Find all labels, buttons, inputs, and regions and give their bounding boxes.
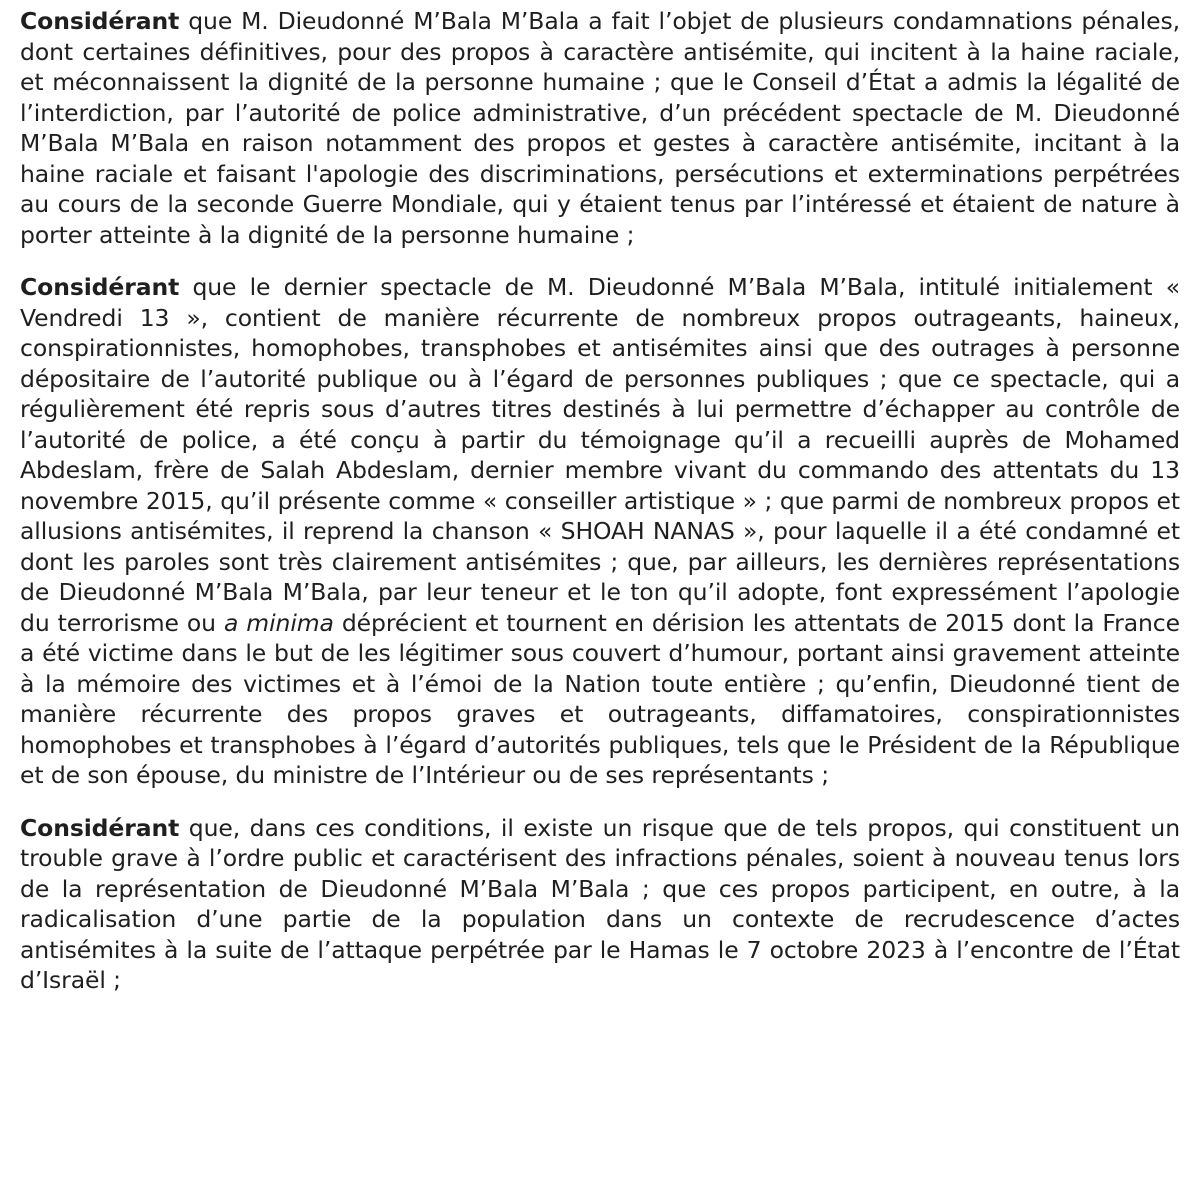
paragraph-3-lead: Considérant [20, 813, 180, 842]
document-page [20, 6, 1180, 996]
paragraph-3-text: que, dans ces conditions, il existe un risque que de tels propos, qui constituent un trouble grave à l’ordre public et caractérisent des infractions pénales, soient à nouveau tenus lors de la représentation de Dieudonné M’Bala M’Bala ; que ces propos participent, en outre, à la radicalisation d’une partie de la population dans un contexte de recrudescence d’actes antisémites à la suite de l’attaque perpétrée par le Hamas le 7 octobre 2023 à l’encontre de l’État d’Israël ; [20, 813, 1180, 994]
paragraph-1 [20, 6, 1180, 250]
paragraph-2-text-part-1: que le dernier spectacle de M. Dieudonné M’Bala M’Bala, intitulé initialement « Vendredi 13 », contient de manière récurrente de nombreux propos outrageants, haineux, conspirationnistes, homophobes, transphobes et antisémites ainsi que des outrages à personne dépositaire de l’autorité publique ou à l’égard de personnes publiques ; que ce spectacle, qui a régulièrement été repris sous d’autres titres destinés à lui permettre d’échapper au contrôle de l’autorité de police, a été conçu à partir du témoignage qu’il a recueilli auprès de Mohamed Abdeslam, frère de Salah Abdeslam, dernier membre vivant du commando des attentats du 13 novembre 2015, qu’il présente comme « conseiller artistique » ; que parmi de nombreux propos et allusions antisémites, il reprend la chanson « SHOAH NANAS », pour laquelle il a été condamné et dont les paroles sont très clairement antisémites ; que, par ailleurs, les dernières représentations de Dieudonné M’Bala M’Bala, par leur teneur et le ton qu’il adopte, font expressément l’apologie du terrorisme ou [20, 273, 1180, 637]
paragraph-2 [20, 272, 1180, 791]
paragraph-2-lead: Considérant [20, 273, 180, 301]
paragraph-2-italic-phrase: a minima [223, 608, 334, 637]
paragraph-1-text: que M. Dieudonné M’Bala M’Bala a fait l’objet de plusieurs condamnations pénales, dont certaines définitives, pour des propos à caractère antisémite, qui incitent à la haine raciale, et méconnaissent la dignité de la personne humaine ; que le Conseil d’État a admis la légalité de l’interdiction, par l’autorité de police administrative, d’un précédent spectacle de M. Dieudonné M’Bala M’Bala en raison notamment des propos et gestes à caractère antisémite, incitant à la haine raciale et faisant l'apologie des discriminations, persécutions et exterminations perpétrées au cours de la seconde Guerre Mondiale, qui y étaient tenus par l’intéressé et étaient de nature à porter atteinte à la dignité de la personne humaine ; [20, 7, 1180, 249]
paragraph-1-lead: Considérant [20, 7, 180, 35]
paragraph-2-text-part-2: déprécient et tournent en dérision les attentats de 2015 dont la France a été victime dans le but de les légitimer sous couvert d’humour, portant ainsi gravement atteinte à la mémoire des victimes et à l’émoi de la Nation toute entière ; qu’enfin, Dieudonné tient de manière récurrente des propos graves et outrageants, diffamatoires, conspirationnistes homophobes et transphobes à l’égard d’autorités publiques, tels que le Président de la République et de son épouse, du ministre de l’Intérieur ou de ses représentants ; [20, 608, 1180, 789]
paragraph-3 [20, 813, 1180, 996]
